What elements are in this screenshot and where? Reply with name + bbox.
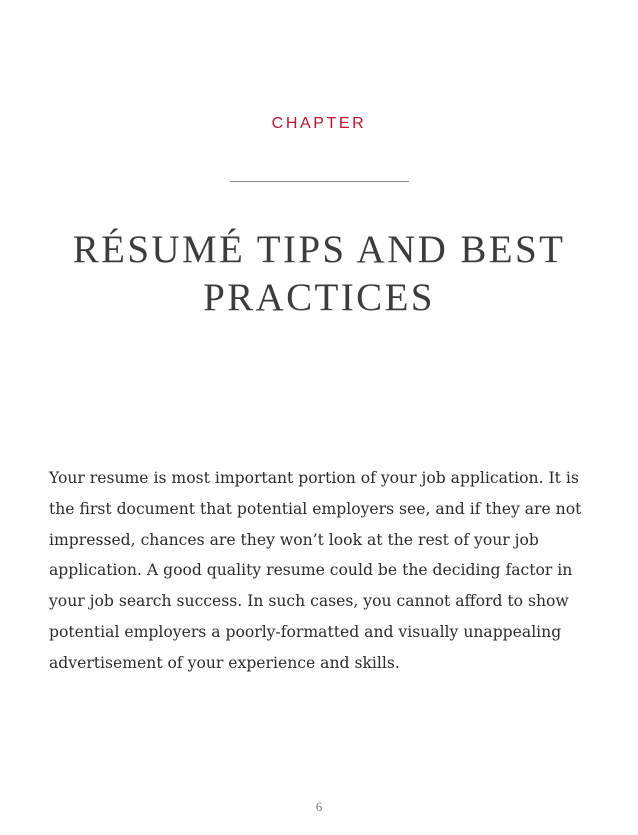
body-paragraph: Your resume is most important portion of your job application. It is the first document that potential employers see, and if they are not impressed, chances are they won’t look at the rest of your job application. A good quality resume could be the deciding factor in your job search success. In such cases, you cannot afford to show potential employers a poorly-formatted and visually unappealing advertisement of your experience and skills. — [49, 469, 582, 672]
chapter-label: CHAPTER — [271, 115, 367, 132]
page-number: 6 — [315, 799, 323, 814]
chapter-title: RÉSUMÉ TIPS AND BEST PRACTICES — [72, 228, 566, 319]
chapter-divider — [230, 181, 409, 182]
